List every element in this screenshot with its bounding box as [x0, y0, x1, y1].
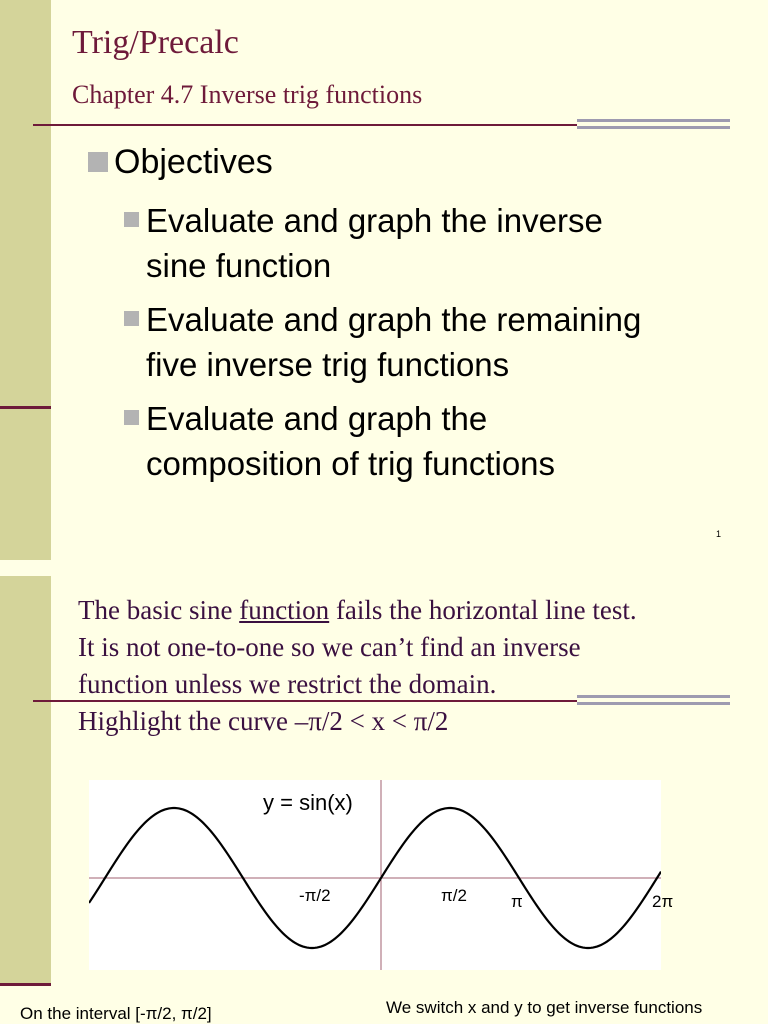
page-number: 1 [716, 529, 722, 539]
bullet-square-icon [124, 410, 139, 425]
slide-2-sidebar [0, 576, 51, 986]
slide-1-sidebar [0, 0, 51, 560]
list-item: Evaluate and graph the remaining five inverse trig functions [124, 297, 724, 387]
tick-label: π/2 [441, 886, 467, 905]
objectives-list [124, 198, 724, 495]
slide-2 [0, 576, 768, 1024]
title-rule-bar [577, 119, 730, 133]
slide-gap [0, 560, 768, 576]
slide-subtitle: Chapter 4.7 Inverse trig functions [72, 80, 423, 109]
sine-graph [89, 780, 674, 970]
explanation-text [78, 592, 758, 740]
sidebar-accent [0, 983, 51, 986]
text-line: The basic sine function fails the horizontal line test. [78, 595, 637, 625]
text-line: It is not one-to-one so we can’t find an inverse [78, 632, 581, 662]
objectives-heading: Objectives [88, 142, 273, 182]
bullet-square-icon [124, 212, 139, 227]
footer-right-note: We switch x and y to get inverse functions [386, 998, 703, 1017]
sine-graph-svg [89, 780, 661, 970]
objectives-block [88, 142, 642, 482]
title-rule [33, 124, 577, 126]
bullet-square-icon [124, 311, 139, 326]
tick-label: -π/2 [299, 886, 331, 905]
list-item: Evaluate and graph the inverse sine function [124, 198, 724, 288]
sidebar-accent [0, 406, 51, 409]
equation-label: y = sin(x) [263, 790, 353, 815]
list-item: Evaluate and graph the composition of trig functions [124, 396, 724, 486]
tick-label: π [511, 892, 523, 911]
slide-title: Trig/Precalc [72, 24, 239, 61]
tick-label: 2π [652, 892, 674, 911]
function-link[interactable]: function [239, 595, 330, 625]
text-line: function unless we restrict the domain. [78, 669, 497, 699]
footer-left-note: On the interval [-π/2, π/2] [20, 1004, 212, 1023]
bullet-square-icon [88, 152, 108, 172]
text-line: Highlight the curve –π/2 < x < π/2 [78, 706, 449, 736]
